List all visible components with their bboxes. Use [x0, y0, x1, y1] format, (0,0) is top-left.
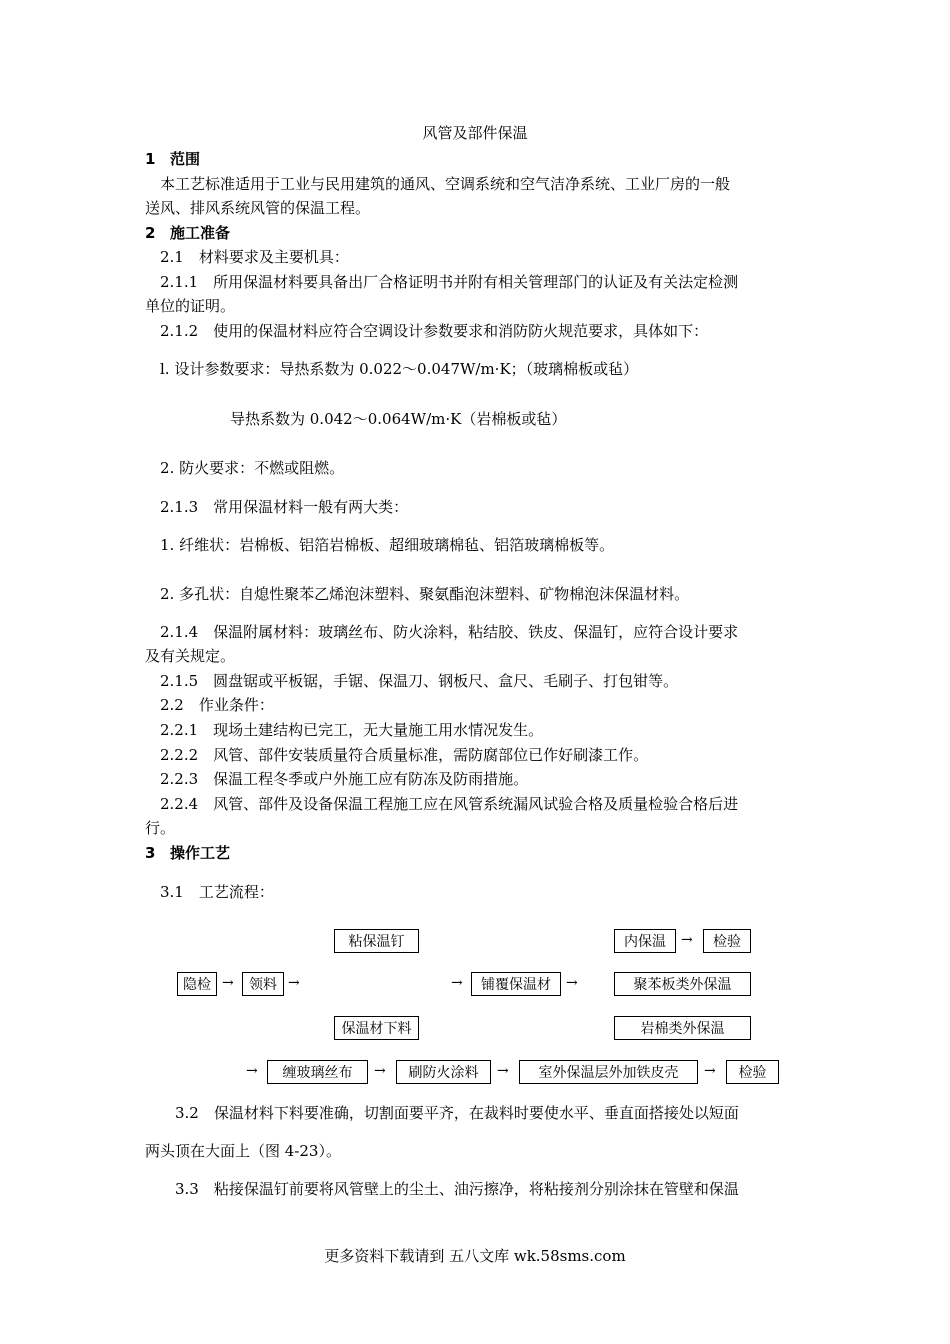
section-1-text-line1: 本工艺标准适用于工业与民用建筑的通风、空调系统和空气洁净系统、工业厂房的一般: [160, 175, 731, 193]
clause-2-1: 2.1 材料要求及主要机具：: [160, 248, 349, 266]
clause-3-3-line1: 3.3 粘接保温钉前要将风管壁上的尘土、油污擦净，将粘接剂分别涂抹在管壁和保温: [175, 1180, 739, 1198]
flow-box-check-2: 检验: [703, 929, 751, 953]
flow-arrow: →: [246, 1063, 258, 1079]
material-fibrous: 1. 纤维状：岩棉板、铝箔岩棉板、超细玻璃棉毡、铝箔玻璃棉板等。: [160, 536, 615, 554]
section-3-number: 3: [145, 844, 156, 862]
flow-arrow: →: [288, 975, 300, 991]
clause-3-2-line2: 两头顶在大面上（图 4-23）。: [145, 1142, 341, 1160]
flow-box-polystyrene-outer: 聚苯板类外保温: [614, 972, 751, 996]
fire-requirement: 2. 防火要求：不燃或阻燃。: [160, 459, 345, 477]
clause-2-1-1-line2: 单位的证明。: [145, 297, 236, 315]
material-porous: 2. 多孔状：自熄性聚苯乙烯泡沫塑料、聚氨酯泡沫塑料、矿物棉泡沫保温材料。: [160, 585, 690, 603]
clause-2-1-4-line1: 2.1.4 保温附属材料：玻璃丝布、防火涂料，粘结胶、铁皮、保温钉，应符合设计要求: [160, 623, 739, 641]
flow-arrow: →: [704, 1063, 716, 1079]
section-1-heading: 范围: [170, 150, 201, 168]
section-1-number: 1: [145, 150, 156, 168]
clause-2-2-3: 2.2.3 保温工程冬季或户外施工应有防冻及防雨措施。: [160, 770, 529, 788]
section-3-heading: 操作工艺: [170, 844, 231, 862]
flow-arrow: →: [566, 975, 578, 991]
clause-3-2-line1: 3.2 保温材料下料要准确，切割面要平齐，在裁料时要使水平、垂直面搭接处以短面: [175, 1104, 739, 1122]
flow-box-wrap-glass-cloth: 缠玻璃丝布: [267, 1060, 368, 1084]
clause-2-2-4-line2: 行。: [145, 819, 176, 837]
flow-box-pin: 粘保温钉: [334, 929, 419, 953]
clause-2-1-3: 2.1.3 常用保温材料一般有两大类：: [160, 498, 409, 516]
flow-box-concealed-check: 隐检: [177, 972, 217, 996]
section-2-heading: 施工准备: [170, 224, 231, 242]
clause-2-1-5: 2.1.5 圆盘锯或平板锯，手锯、保温刀、钢板尺、盒尺、毛刷子、打包钳等。: [160, 672, 679, 690]
clause-2-2: 2.2 作业条件：: [160, 696, 274, 714]
clause-2-1-4-line2: 及有关规定。: [145, 647, 236, 665]
flow-box-check-3: 检验: [726, 1060, 779, 1084]
flow-box-cut-material: 保温材下料: [334, 1016, 419, 1040]
clause-2-2-2: 2.2.2 风管、部件安装质量符合质量标准，需防腐部位已作好刷漆工作。: [160, 746, 649, 764]
clause-2-2-1: 2.2.1 现场土建结构已完工，无大量施工用水情况发生。: [160, 721, 544, 739]
flow-box-inner-insulation: 内保温: [614, 929, 676, 953]
flow-arrow: →: [374, 1063, 386, 1079]
clause-2-1-1-line1: 2.1.1 所用保温材料要具备出厂合格证明书并附有相关管理部门的认证及有关法定检测: [160, 273, 739, 291]
clause-2-1-2: 2.1.2 使用的保温材料应符合空调设计参数要求和消防防火规范要求，具体如下：: [160, 322, 709, 340]
flow-box-iron-shell: 室外保温层外加铁皮壳: [519, 1060, 698, 1084]
flow-box-get-materials: 领料: [242, 972, 284, 996]
clause-3-1: 3.1 工艺流程：: [160, 883, 274, 901]
design-param-line1: l. 设计参数要求：导热系数为 0.022～0.047W/m·K；（玻璃棉板或毡）: [160, 360, 639, 378]
flow-box-rockwool-outer: 岩棉类外保温: [614, 1016, 751, 1040]
flow-arrow: →: [681, 932, 693, 948]
section-2-number: 2: [145, 224, 156, 242]
page-footer: 更多资料下载请到 五八文库 wk.58sms.com: [324, 1247, 626, 1265]
design-param-line2: 导热系数为 0.042～0.064W/m·K（岩棉板或毡）: [230, 410, 567, 428]
flow-box-lay-insulation: 铺覆保温材: [471, 972, 561, 996]
clause-2-2-4-line1: 2.2.4 风管、部件及设备保温工程施工应在风管系统漏风试验合格及质量检验合格后进: [160, 795, 739, 813]
flow-box-fireproof-paint: 刷防火涂料: [396, 1060, 491, 1084]
page-title: 风管及部件保温: [422, 124, 528, 142]
flow-arrow: →: [451, 975, 463, 991]
flow-arrow: →: [497, 1063, 509, 1079]
flow-arrow: →: [222, 975, 234, 991]
section-1-text-line2: 送风、排风系统风管的保温工程。: [145, 199, 371, 217]
